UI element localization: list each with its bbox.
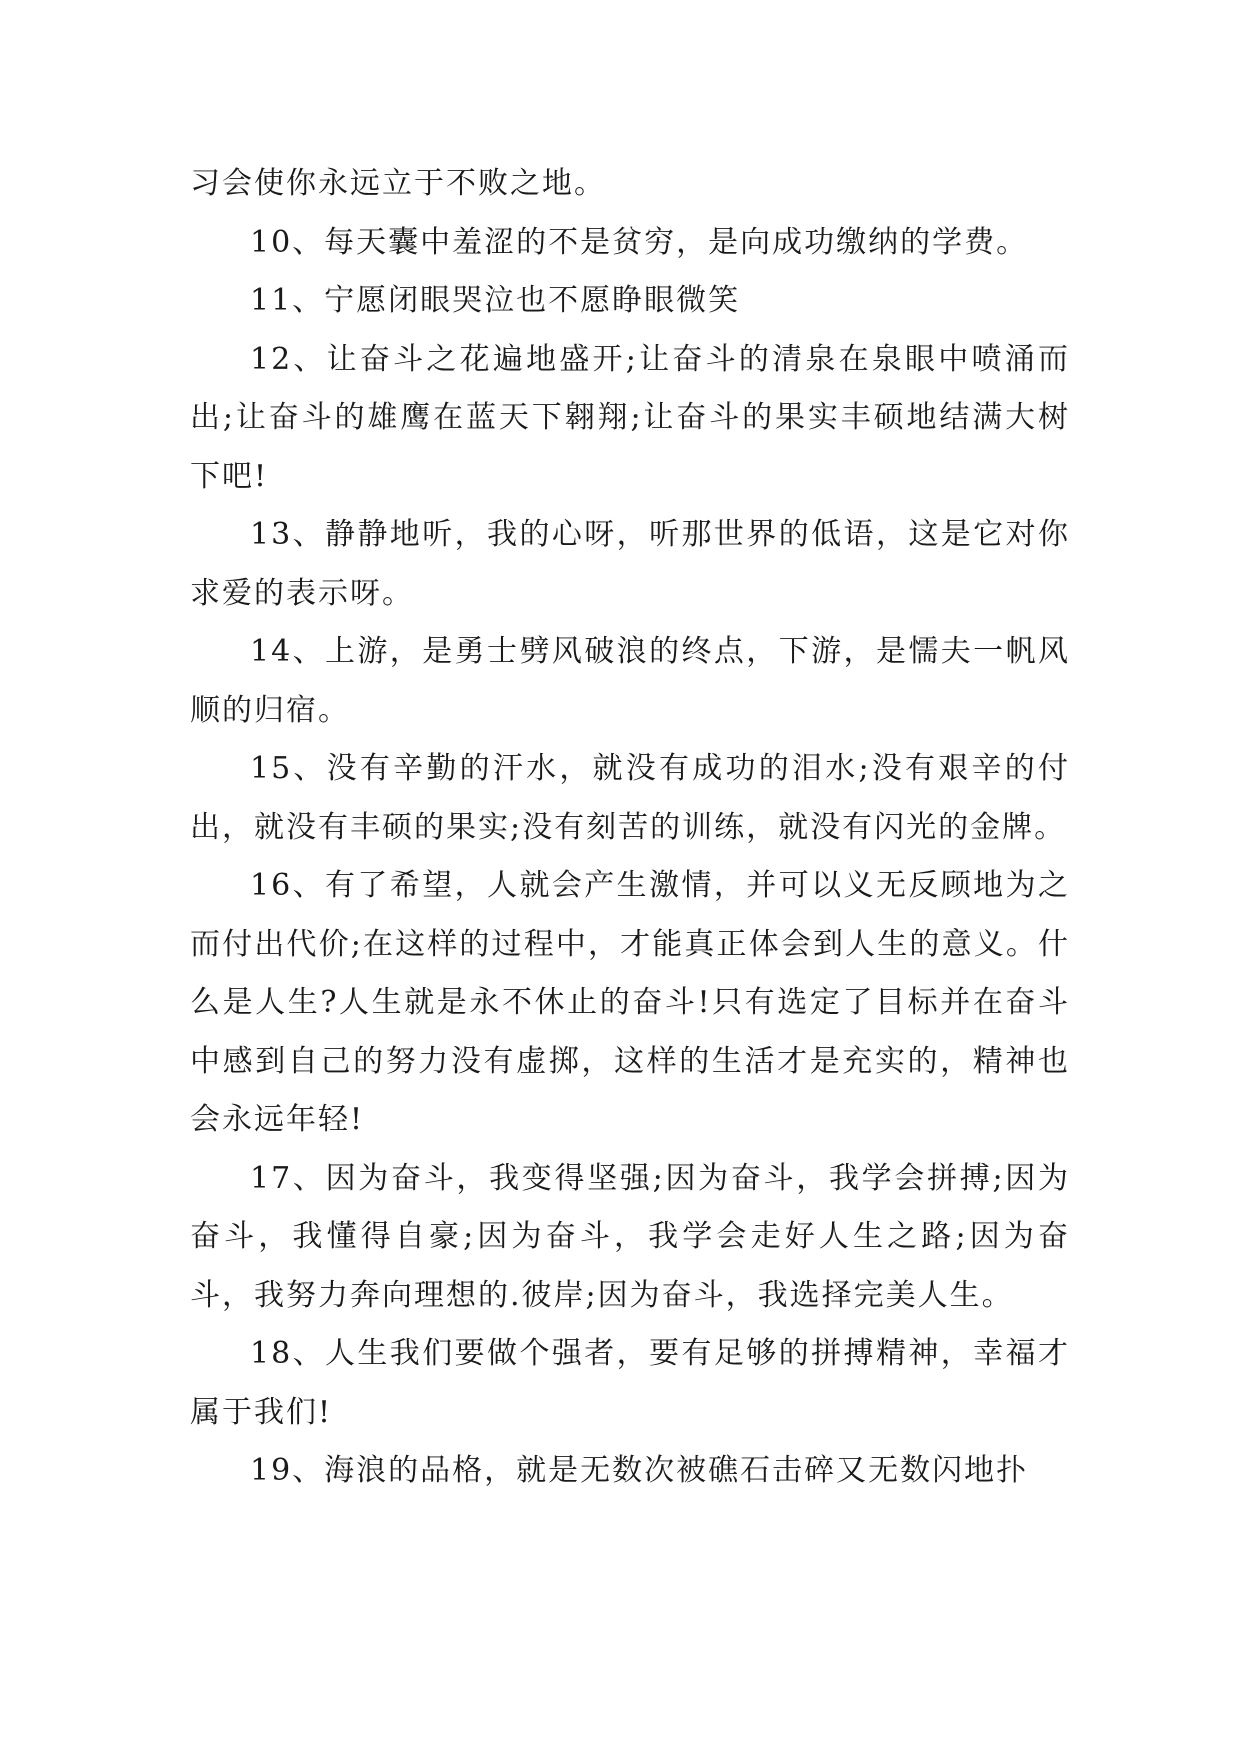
- paragraph-12: 12、让奋斗之花遍地盛开;让奋斗的清泉在泉眼中喷涌而出;让奋斗的雄鹰在蓝天下翱翔;让奋斗的果实丰硕地结满大树下吧!: [190, 341, 1070, 494]
- paragraph-17: 17、因为奋斗，我变得坚强;因为奋斗，我学会拼搏;因为奋斗，我懂得自豪;因为奋斗，我学会走好人生之路;因为奋斗，我努力奔向理想的.彼岸;因为奋斗，我选择完美人生。: [190, 1160, 1070, 1313]
- paragraph-10: 10、每天囊中羞涩的不是贫穷，是向成功缴纳的学费。: [250, 224, 1029, 260]
- paragraph-13: 13、静静地听，我的心呀，听那世界的低语，这是它对你求爱的表示呀。: [190, 517, 1070, 611]
- paragraph-15: 15、没有辛勤的汗水，就没有成功的泪水;没有艰辛的付出，就没有丰硕的果实;没有刻苦的训练，就没有闪光的金牌。: [190, 751, 1070, 845]
- paragraph-16: 16、有了希望，人就会产生激情，并可以义无反顾地为之而付出代价;在这样的过程中，才能真正体会到人生的意义。什么是人生?人生就是永不休止的奋斗!只有选定了目标并在奋斗中感到自己的努力没有虚掷，这样的生活才是充实的，精神也会永远年轻!: [190, 868, 1070, 1137]
- paragraph-continuation: 习会使你永远立于不败之地。: [190, 166, 606, 201]
- paragraph-18: 18、人生我们要做个强者，要有足够的拼搏精神，幸福才属于我们!: [190, 1336, 1070, 1430]
- paragraph-14: 14、上游，是勇士劈风破浪的终点，下游，是懦夫一帆风顺的归宿。: [190, 634, 1070, 728]
- paragraph-11: 11、宁愿闭眼哭泣也不愿睁眼微笑: [250, 283, 741, 318]
- document-body: [190, 155, 1070, 1501]
- paragraph-19: 19、海浪的品格，就是无数次被礁石击碎又无数闪地扑: [250, 1453, 1029, 1488]
